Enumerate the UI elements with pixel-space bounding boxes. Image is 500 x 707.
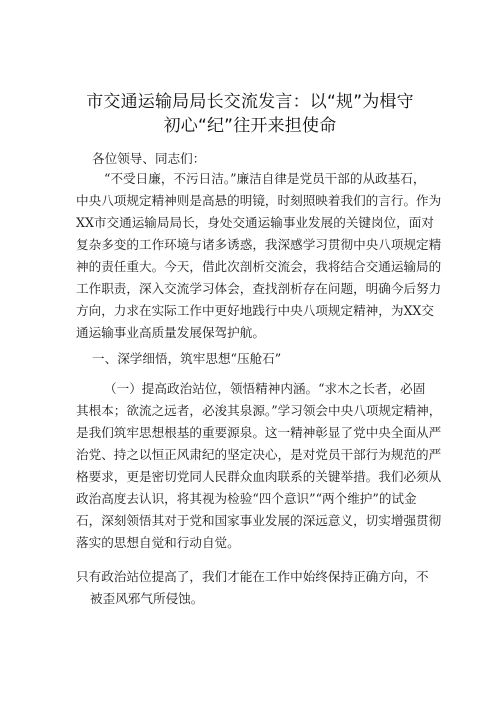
paragraph-line: 格要求，更是密切党同人民群众血肉联系的关键举措。我们必须从 — [76, 469, 442, 484]
paragraph-line: 其根本；欲流之远者，必浚其泉源。”学习领会中央八项规定精神， — [76, 403, 442, 418]
paragraph-line: 中央八项规定精神则是高悬的明镜，时刻照映着我们的言行。作为 — [76, 193, 442, 208]
paragraph-line: 是我们筑牢思想根基的重要源泉。这一精神彰显了党中央全面从严 — [76, 425, 442, 440]
paragraph-line: 被歪风邪气所侵蚀。 — [90, 591, 204, 606]
paragraph-line: 政治高度去认识，将其视为检验“四个意识”“两个维护”的试金 — [76, 491, 417, 506]
paragraph-line: “不受日廉，不污日洁。”廉洁自律是党员干部的从政基石， — [104, 171, 426, 186]
section-heading: 一、深学细悟，筑牢思想“压舱石” — [92, 351, 282, 366]
document-title-line-1: 市交通运输局局长交流发言：以“规”为楫守 — [86, 92, 414, 112]
paragraph-line: 工作职责，深入交流学习体会，查找剖析存在问题，明确今后努力 — [76, 281, 442, 296]
paragraph-line: 石，深刻领悟其对于党和国家事业发展的深远意义，切实增强贯彻 — [76, 513, 442, 528]
paragraph-line: 复杂多变的工作环境与诸多诱惑，我深感学习贯彻中央八项规定精 — [76, 237, 442, 252]
paragraph-line: 通运输事业高质量发展保驾护航。 — [76, 325, 265, 340]
paragraph-line: （一）提高政治站位，领悟精神内涵。“求木之长者，必固 — [104, 381, 426, 396]
paragraph-line: 治党、持之以恒正风肃纪的坚定决心，是对党员干部行为规范的严 — [76, 447, 442, 462]
paragraph-line: 落实的思想自觉和行动自觉。 — [76, 535, 240, 550]
paragraph-line: 只有政治站位提高了，我们才能在工作中始终保持正确方向，不 — [76, 569, 429, 584]
paragraph-line: 神的责任重大。今天，借此次剖析交流会，我将结合交通运输局的 — [76, 259, 442, 274]
paragraph-line: 方向，力求在实际工作中更好地践行中央八项规定精神，为XX交 — [76, 303, 434, 318]
document-title-line-2: 初心“纪”往开来担使命 — [163, 116, 337, 136]
salutation: 各位领导、同志们： — [92, 151, 206, 166]
paragraph-line: XX市交通运输局局长，身处交通运输事业发展的关键岗位，面对 — [76, 215, 434, 230]
